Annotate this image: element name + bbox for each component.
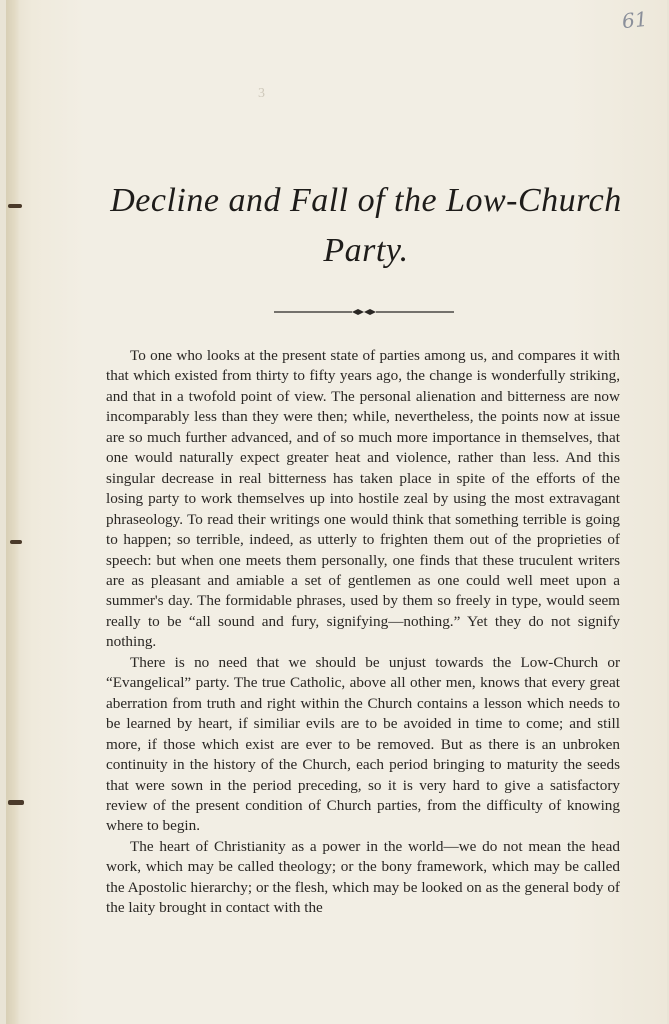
edge-stain (10, 540, 22, 544)
paragraph-2: There is no need that we should be unjust towards the Low-Church or “Evangelical” party. The true Catholic, above all other men, knows that every great aberration from truth and right within the Church contains a lesson which needs to be learned by heart, if similiar evils are to be avoided in time to come; and still more, if those which exist are ever to be removed. But as there is an unbroken continuity in the history of the Church, each period bringing to maturity the seeds that were sown in the period preceding, so it is very hard to give a satisfactory review of the present condition of Church parties, from the difficulty of knowing where to begin. (106, 653, 620, 835)
title-line-2: Party. (323, 232, 409, 269)
body-text (106, 346, 620, 919)
edge-stain (8, 800, 24, 805)
faint-mark: 3 (258, 86, 265, 101)
edge-stain (8, 204, 22, 208)
title-ornament (274, 306, 454, 318)
page-number: 61 (620, 6, 649, 34)
paragraph-3: The heart of Christianity as a power in the world—we do not mean the head work, which may be called theology; or the bony framework, which may be called the Apostolic hierarchy; or the flesh, which may be looked on as the general body of the laity brought in contact with the (106, 837, 620, 917)
paragraph-1: To one who looks at the present state of parties among us, and compares it with that which existed from thirty to fifty years ago, the change is wonderfully striking, and that in a twofold point of view. The personal alienation and bitterness are now incomparably less than they were then; while, nevertheless, the points now at issue are so much further advanced, and of so much more importance in themselves, that one would naturally expect greater heat and violence, rather than less. And this singular decrease in real bitterness has taken place in spite of the efforts of the losing party to work themselves up into hostile zeal by using the most extravagant phraseology. To read their writings one would think that something terrible is going to happen; so terrible, indeed, as utterly to frighten them out of the proprieties of speech: but when one meets them personally, one finds that these truculent writers are as pleasant and amiable a set of gentlemen as one could well meet upon a summer's day. The formidable phrases, used by them so freely in type, would seem really to be “all sound and fury, signifying—nothing.” Yet they do not signify nothing. (106, 347, 620, 651)
title-line-1: Decline and Fall of the Low-Church (110, 182, 622, 219)
page-left-edge (6, 0, 20, 1024)
document-page (6, 0, 667, 1024)
